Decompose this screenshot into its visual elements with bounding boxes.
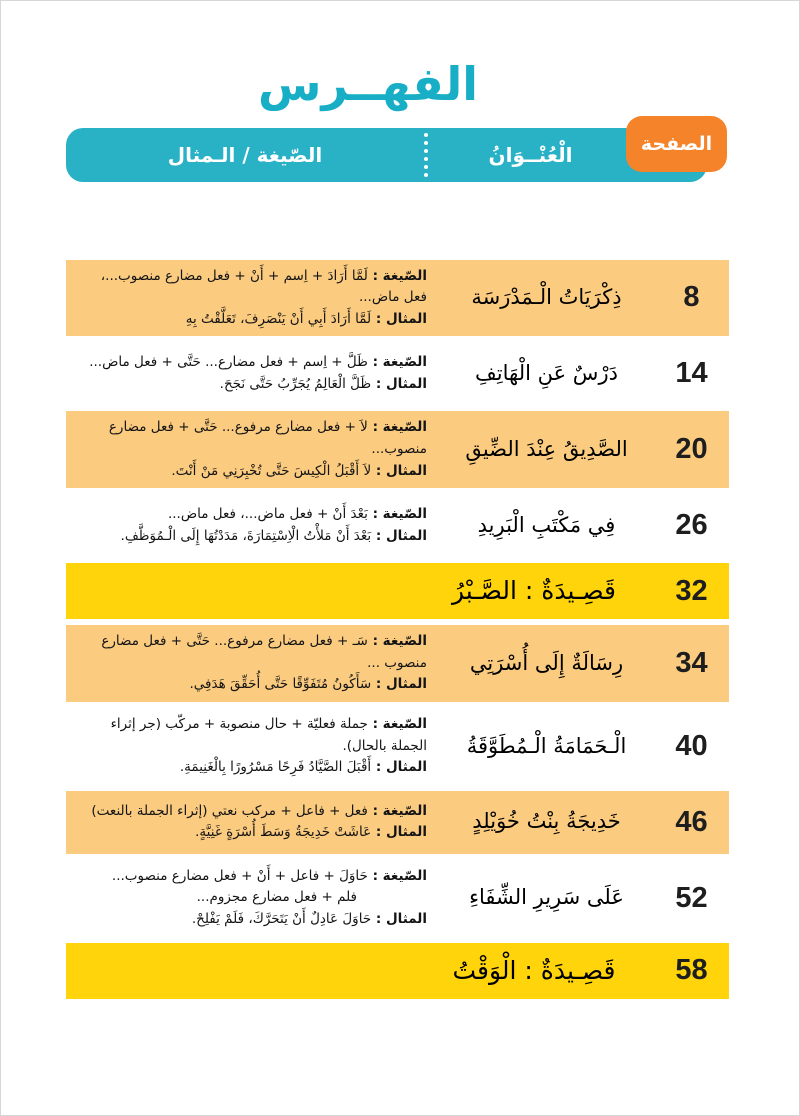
- form-label: الصّيغة :: [367, 715, 427, 732]
- form-label: الصّيغة :: [367, 867, 427, 884]
- table-row: [66, 563, 729, 619]
- form-line: [78, 714, 427, 757]
- table-row: [66, 943, 729, 999]
- example-label: المثال :: [371, 375, 427, 392]
- form-text: بَعْدَ أَنْ + فعل ماض...، فعل ماض...: [167, 506, 368, 523]
- form-line: [78, 352, 427, 374]
- form-continuation-line: [78, 887, 427, 909]
- page-number: 52: [675, 881, 708, 914]
- lesson-title: عَلَى سَرِيرِ الشِّفَاءِ: [469, 885, 624, 910]
- table-row: [66, 411, 729, 488]
- example-text: حَاوَلَ عَادِلٌ أَنْ يَتَحَرَّكَ، فَلَمْ يَفْلِحْ.: [191, 910, 372, 927]
- form-and-example: [66, 260, 439, 337]
- form-text: سَـ + فعل مضارع مرفوع... حَتَّى + فعل مضارع منصوب ...: [101, 633, 427, 671]
- page-number: 26: [675, 509, 708, 542]
- table-row: [66, 342, 729, 405]
- form-and-example: [66, 625, 439, 702]
- table-row: [66, 494, 729, 557]
- lesson-title: دَرْسٌ عَنِ الْهَاتِفِ: [475, 361, 618, 386]
- example-label: المثال :: [371, 759, 427, 776]
- table-row: [66, 625, 729, 702]
- page-number: 8: [683, 281, 700, 314]
- lesson-title: الْـحَمَامَةُ الْـمُطَوَّقَةُ: [466, 733, 627, 758]
- form-label: الصّيغة :: [367, 506, 427, 523]
- form-text: حَاوَلَ + فاعل + أَنْ + فعل مضارع منصوب...: [111, 867, 368, 884]
- form-line: [78, 631, 427, 674]
- form-text: لَمَّا أَرَادَ + اِسم + أَنْ + فعل مضارع منصوب...، فعل ماض...: [100, 267, 427, 306]
- form-and-example: [66, 708, 439, 785]
- example-label: المثال :: [371, 462, 427, 479]
- example-line: [78, 909, 427, 931]
- form-line: [78, 504, 427, 526]
- table-row: [66, 708, 729, 785]
- form-and-example: [66, 411, 439, 488]
- table-row: [66, 260, 729, 337]
- page-title: الفهــرس: [257, 57, 479, 111]
- page-number: 14: [675, 357, 708, 390]
- example-label: المثال :: [371, 527, 427, 544]
- form-text: ظَلَّ + اِسم + فعل مضارع... حَتَّى + فعل ماض...: [89, 354, 368, 371]
- page-number: 32: [675, 574, 708, 607]
- example-text: عَاشَتْ خَدِيجَةُ وَسَطَ أُسْرَةٍ غَنِيَّةٍ.: [195, 824, 372, 841]
- example-text: بَعْدَ أَنْ مَلأْتُ الْاِسْتِمَارَةَ، مَدَدْتُهَا إِلَى الْـمُوَظَّفِ.: [120, 527, 372, 544]
- form-line: [78, 801, 427, 823]
- header-form-example-column: الصّيغة / الـمثال: [167, 142, 323, 167]
- lesson-title: فِي مَكْتَبِ الْبَرِيدِ: [477, 512, 616, 537]
- form-label: الصّيغة :: [367, 802, 427, 819]
- form-continuation-text: فلم + فعل مضارع مجزوم...: [196, 889, 357, 906]
- lesson-title: قَصِـيدَةٌ : الْوَقْتُ: [452, 955, 616, 985]
- lesson-title: الصَّدِيقُ عِنْدَ الضِّيقِ: [465, 437, 628, 462]
- form-text: جملة فعليّة + حال منصوبة + مركّب (جر إثراء الجملة بالحال).: [110, 715, 427, 754]
- table-row: [66, 860, 729, 937]
- lesson-title: رِسَالَةٌ إِلَى أُسْرَتِي: [469, 650, 624, 675]
- form-label: الصّيغة :: [367, 419, 427, 436]
- example-line: [78, 757, 427, 779]
- header-page-column-badge: الصفحة: [626, 116, 727, 172]
- page-number: 58: [675, 954, 708, 986]
- example-label: المثال :: [371, 310, 427, 327]
- example-label: المثال :: [371, 910, 427, 927]
- example-line: [78, 461, 427, 483]
- example-text: سَأَكُونُ مُتَفَوِّقًا حَتَّى أُحَقِّقَ هَدَفِي.: [189, 676, 372, 693]
- example-line: [78, 374, 427, 396]
- form-and-example: [66, 498, 439, 553]
- page-number: 46: [675, 805, 708, 838]
- example-line: [78, 822, 427, 844]
- table-header-bar: [66, 128, 707, 182]
- lesson-title: خَدِيجَةُ بِنْتُ خُوَيْلِدٍ: [472, 809, 621, 834]
- example-text: لَمَّا أَرَادَ أَبِي أَنْ يَنْصَرِفَ، تَعَلَّقْتُ بِهِ: [185, 310, 372, 327]
- example-line: [78, 674, 427, 696]
- page-number: 40: [675, 729, 708, 762]
- form-label: الصّيغة :: [367, 267, 427, 284]
- example-text: أَقْبَلَ الصَّيَّادُ فَرِحًا مَسْرُورًا بِالْغَنِيمَةِ.: [179, 759, 372, 776]
- example-text: لاَ أَقْبَلُ الْكِيسَ حَتَّى تُخْبِرَنِي مَنْ أَنْتَ.: [171, 462, 372, 479]
- form-label: الصّيغة :: [367, 354, 427, 371]
- table-row: [66, 791, 729, 854]
- form-text: فعل + فاعل + مركب نعتي (إثراء الجملة بالنعت): [91, 802, 368, 819]
- form-and-example: [66, 346, 439, 401]
- form-label: الصّيغة :: [367, 633, 427, 650]
- form-text: لاَ + فعل مضارع مرفوع... حَتَّى + فعل مضارع منصوب...: [108, 419, 427, 457]
- form-line: [78, 866, 427, 888]
- form-line: [78, 417, 427, 460]
- header-dotted-divider: [424, 133, 428, 177]
- table-header: [66, 128, 713, 182]
- header-title-column: الْعُنْــوَانُ: [488, 142, 573, 167]
- page-number: 34: [675, 647, 708, 680]
- example-line: [78, 309, 427, 331]
- lesson-title: قَصِـيدَةٌ : الصَّـبْرُ: [452, 576, 616, 606]
- example-line: [78, 526, 427, 548]
- example-label: المثال :: [371, 676, 427, 693]
- form-line: [78, 266, 427, 309]
- example-text: ظَلَّ الْعَالِمُ يُجَرِّبُ حَتَّى نَجَحَ.: [219, 375, 372, 392]
- page-number: 20: [675, 433, 708, 466]
- form-and-example: [66, 795, 439, 850]
- example-label: المثال :: [371, 824, 427, 841]
- toc-rows: [66, 260, 729, 999]
- form-and-example: [66, 860, 439, 937]
- lesson-title: ذِكْرَيَاتُ الْـمَدْرَسَة: [471, 285, 622, 310]
